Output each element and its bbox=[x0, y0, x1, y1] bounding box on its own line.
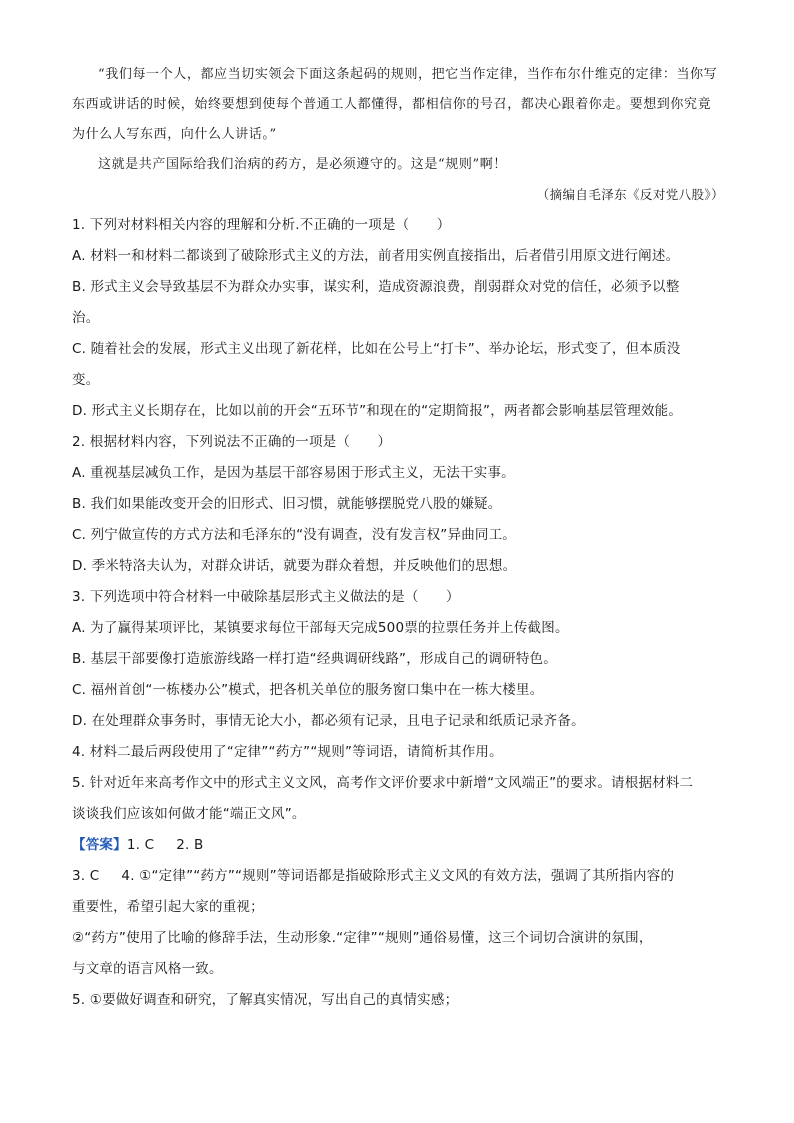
question-2-option-a: A. 重视基层减负工作，是因为基层干部容易困于形式主义，无法干实事。 bbox=[72, 465, 515, 481]
question-3-stem: 3. 下列选项中符合材料一中破除基层形式主义做法的是（ ） bbox=[72, 589, 460, 605]
answer-5-line-1: 5. ①要做好调查和研究，了解真实情况，写出自己的真情实感； bbox=[72, 992, 459, 1008]
question-list bbox=[72, 210, 724, 830]
question-2-stem: 2. 根据材料内容，下列说法不正确的一项是（ ） bbox=[72, 434, 392, 450]
question-2-option-c: C. 列宁做宣传的方式方法和毛泽东的“没有调查，没有发言权”异曲同工。 bbox=[72, 527, 516, 543]
question-1-option-b-cont: 治。 bbox=[72, 310, 100, 326]
question-5-stem-cont: 谈谈我们应该如何做才能“端正文风”。 bbox=[72, 806, 306, 822]
question-1-option-b: B. 形式主义会导致基层不为群众办实事，谋实利，造成资源浪费，削弱群众对党的信任，必须予以整 bbox=[72, 279, 680, 295]
answer-4-line-1: 4. ①“定律”“药方”“规则”等词语都是指破除形式主义文风的有效方法，强调了其所指内容的 bbox=[121, 868, 675, 884]
answer-4-line-2: 重要性，希望引起大家的重视； bbox=[72, 899, 264, 915]
answer-4-line-4: 与文章的语言风格一致。 bbox=[72, 961, 223, 977]
question-1-option-c: C. 随着社会的发展，形式主义出现了新花样，比如在公号上“打卡”、举办论坛，形式变了，但本质没 bbox=[72, 341, 681, 357]
quote-paragraph: “我们每一个人，都应当切实领会下面这条起码的规则，把它当作定律，当作布尔什维克的定律：当你写东西或讲话的时候，始终要想到使每个普通工人都懂得，都相信你的号召，都决心跟着你走。要想到你究竟为什么人写东西，向什么人讲话。” bbox=[72, 67, 718, 142]
question-5-stem: 5. 针对近年来高考作文中的形式主义文风，高考作文评价要求中新增“文风端正”的要求。请根据材料二 bbox=[72, 775, 694, 791]
answer-2: 2. B bbox=[176, 837, 204, 853]
question-3-option-a: A. 为了赢得某项评比，某镇要求每位干部每天完成500票的拉票任务并上传截图。 bbox=[72, 620, 569, 636]
question-2-option-d: D. 季米特洛夫认为，对群众讲话，就要为群众着想，并反映他们的思想。 bbox=[72, 558, 517, 574]
quote-source: （摘编自毛泽东《反对党八股》） bbox=[536, 187, 724, 202]
answer-tag: 【答案】 bbox=[72, 837, 127, 853]
answer-1: 1. C bbox=[126, 837, 155, 853]
question-3-option-d: D. 在处理群众事务时，事情无论大小，都必须有记录，且电子记录和纸质记录齐备。 bbox=[72, 713, 585, 729]
quote-conclusion: 这就是共产国际给我们治病的药方，是必须遵守的。这是“规则”啊！ bbox=[98, 157, 507, 172]
question-2-option-b: B. 我们如果能改变开会的旧形式、旧习惯，就能够摆脱党八股的嫌疑。 bbox=[72, 496, 502, 512]
question-3-option-c: C. 福州首创“一栋楼办公”模式，把各机关单位的服务窗口集中在一栋大楼里。 bbox=[72, 682, 544, 698]
question-1-option-d: D. 形式主义长期存在，比如以前的开会“五环节”和现在的“定期简报”，两者都会影响基层管理效能。 bbox=[72, 403, 683, 419]
question-1-stem: 1. 下列对材料相关内容的理解和分析.不正确的一项是（ ） bbox=[72, 217, 451, 233]
answer-line-1 bbox=[72, 830, 724, 861]
answer-4-line-3: ②“药方”使用了比喻的修辞手法，生动形象.“定律”“规则”通俗易懂，这三个词切合演讲的氛围， bbox=[72, 930, 653, 946]
answer-3: 3. C bbox=[72, 868, 100, 884]
question-3-option-b: B. 基层干部要像打造旅游线路一样打造“经典调研线路”，形成自己的调研特色。 bbox=[72, 651, 557, 667]
answer-line-2 bbox=[72, 861, 724, 892]
answer-section bbox=[72, 830, 724, 1016]
question-1-option-a: A. 材料一和材料二都谈到了破除形式主义的方法，前者用实例直接指出，后者借引用原文进行阐述。 bbox=[72, 248, 680, 264]
question-4-stem: 4. 材料二最后两段使用了“定律”“药方”“规则”等词语，请简析其作用。 bbox=[72, 744, 503, 760]
question-1-option-c-cont: 变。 bbox=[72, 372, 100, 388]
document-page bbox=[72, 60, 724, 1016]
